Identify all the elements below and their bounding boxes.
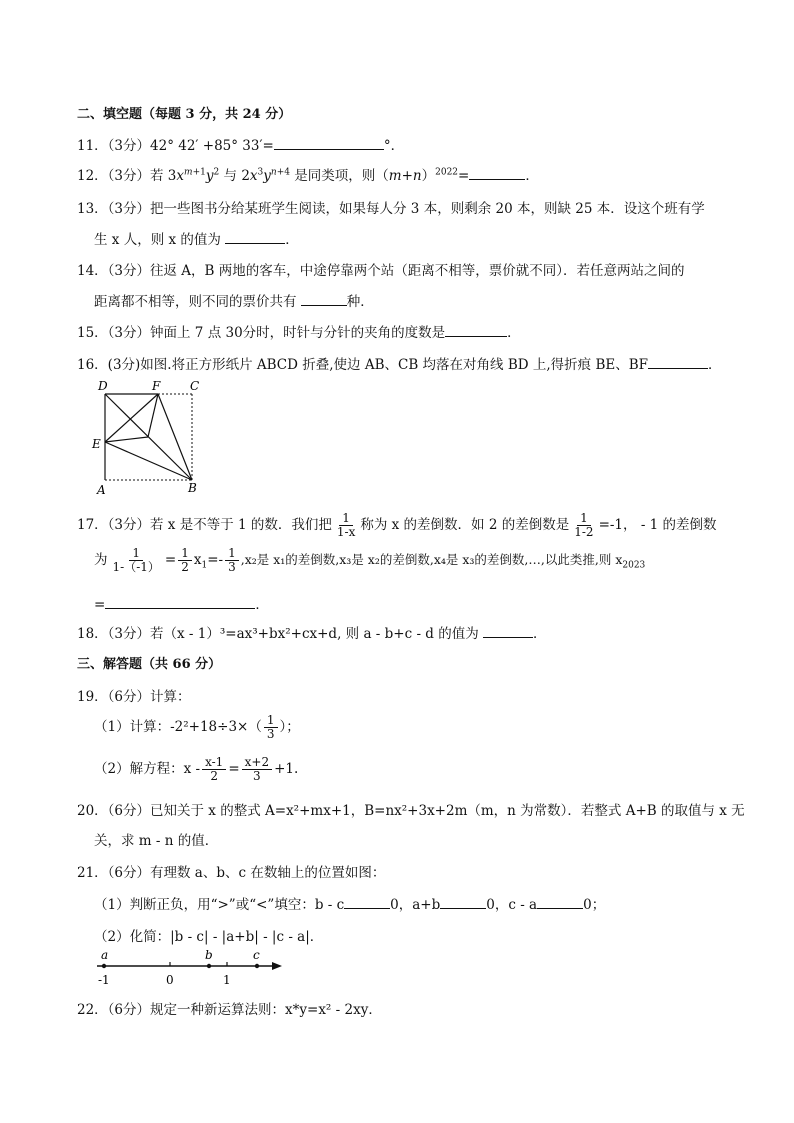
answer-blank[interactable] [225,231,285,244]
answer-blank[interactable] [445,324,507,337]
answer-blank[interactable] [344,896,390,909]
question-19-part2: （2）解方程：x - $\frac{x-1}{2}$ = $\frac{x+2}{3}$ +1. [94,755,299,783]
fraction: $\frac{x-1}{2}$ [202,756,226,783]
fraction: $\frac{1}{3}$ [264,714,278,741]
point-b-label: b [205,948,213,962]
section-heading-fill: 二、填空题（每题 3 分，共 24 分） [77,107,292,122]
question-17-line2: 为 $\frac{1}{1-(-1)}$ = $\frac{1}{2}$ $x_1=-$ $\frac{1}{3}$ ,x₂是 x₁的差倒数,x₃是 x₂的差倒数,x₄是 x₃的差倒数,…,以此类推,则 $x_{2023}$ [94,546,646,574]
label-D: D [98,379,108,393]
fraction: $\frac{1}{1-(-1)}$ [112,546,160,574]
question-14-line2: 距离都不相等，则不同的票价共有 种． [94,294,374,310]
question-20-line1: 20．（6分）已知关于 x 的整式 A=x²+mx+1，B=nx²+3x+2m（m，n 为常数）．若整式 A+B 的取值与 x 无 [77,803,745,819]
label-B: B [188,481,197,495]
question-17-line1: 17．（3分）若 x 是不等于 1 的数．我们把 $\frac{1}{1-x}$ 称为 x 的差倒数．如 2 的差倒数是 $\frac{1}{1-2}$ =-1， - 1 的差倒数 [77,511,717,539]
point-c-label: c [253,948,260,962]
fraction: $\frac{1}{1-2}$ [574,511,594,539]
answer-blank[interactable] [483,625,533,638]
question-11: 11．（3分）42° 42′ +85° 33′= °． [77,138,405,154]
question-21-part1: （1）判断正负，用“>”或“<”填空：b - c 0，a+b 0，c - a 0； [94,897,606,913]
square-fold-figure [90,376,210,498]
label-A: A [97,483,106,497]
question-21-title: 21．（6分）有理数 a、b、c 在数轴上的位置如图： [77,865,386,881]
question-14-line1: 14．（3分）往返 A，B 两地的客车，中途停靠两个站（距离不相等，票价就不同）．若任意两站之间的 [77,263,685,279]
section-heading-solve: 三、解答题（共 66 分） [77,657,222,672]
fraction: $\frac{1}{2}$ [178,547,192,574]
answer-blank[interactable] [301,293,347,306]
answer-blank[interactable] [469,167,525,180]
fraction: $\frac{x+2}{3}$ [242,756,272,783]
question-20-line2: 关，求 m - n 的值． [94,833,219,849]
number-line-figure [92,948,292,990]
point-a-label: a [101,948,109,962]
question-18: 18．（3分）若（x - 1）³=ax³+bx²+cx+d, 则 a - b+c - d 的值为 ． [77,626,547,642]
question-15: 15．（3分）钟面上 7 点 30分时，时针与分针的夹角的度数是 ． [77,325,521,341]
fraction: $\frac{1}{1-x}$ [336,511,356,539]
question-19-title: 19．（6分）计算： [77,689,191,705]
question-21-part2: （2）化简：|b - c| - |a+b| - |c - a|． [94,929,324,945]
question-12: 12．（3分）若 $3x^{m+1}y^2$ 与 $2x^3y^{n+4}$ 是同类项，则$(m+n)^{2022}=$ ． [77,167,539,184]
fraction: $\frac{1}{3}$ [225,547,239,574]
tick-1: 1 [223,973,231,987]
label-C: C [190,379,200,393]
answer-blank[interactable] [648,356,708,369]
label-F: F [152,379,161,393]
question-13-line2: 生 x 人，则 x 的值为 ． [94,232,299,248]
tick-minus1: -1 [98,973,110,987]
answer-blank[interactable] [537,896,583,909]
question-17-line3: = ． [94,597,269,613]
question-22: 22．（6分）规定一种新运算法则：x*y=x² - 2xy． [77,1002,382,1018]
answer-blank[interactable] [105,596,255,609]
answer-blank[interactable] [274,137,384,150]
question-13-line1: 13．（3分）把一些图书分给某班学生阅读，如果每人分 3 本，则剩余 20 本，则缺 25 本．设这个班有学 [77,201,705,217]
tick-0: 0 [166,973,174,987]
question-19-part1: （1）计算：-2²+18÷3×（ $\frac{1}{3}$ ）； [94,713,300,741]
answer-blank[interactable] [440,896,486,909]
label-E: E [92,437,101,451]
question-16: 16．(3分)如图.将正方形纸片 ABCD 折叠,使边 AB、CB 均落在对角线 BD 上,得折痕 BE、BF ． [77,357,722,373]
